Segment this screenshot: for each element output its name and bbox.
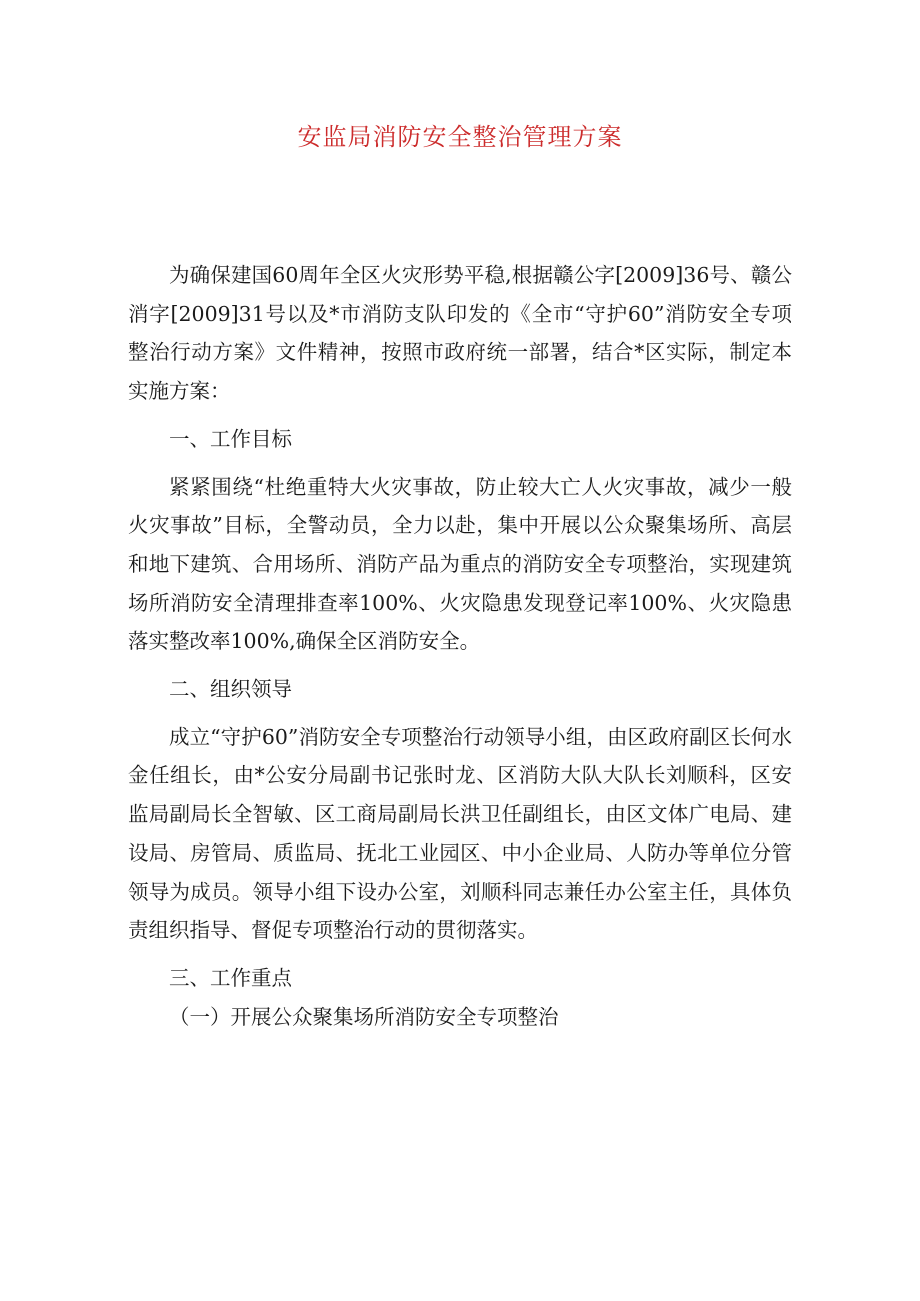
intro-paragraph: 为确保建国60周年全区火灾形势平稳,根据赣公字[2009]36号、赣公消字[2009]31号以及*市消防支队印发的《全市“守护60”消防安全专项整治行动方案》文件精神，按照市政府统一部署，结合*区实际，制定本实施方案： [128,263,792,404]
section-heading-organization: 二、组织领导 [169,677,292,702]
section-heading-goals: 一、工作目标 [169,426,292,451]
document-body [128,256,792,1036]
document-title: 安监局消防安全整治管理方案 [297,123,623,151]
organization-paragraph: 成立“守护60”消防安全专项整治行动领导小组，由区政府副区长何水金任组长，由*公安分局副书记张时龙、区消防大队大队长刘顺科，区安监局副局长全智敏、区工商局副局长洪卫任副组长，由区文体广电局、建设局、房管局、质监局、抚北工业园区、中小企业局、人防办等单位分管领导为成员。领导小组下设办公室，刘顺科同志兼任办公室主任，具体负责组织指导、督促专项整治行动的贯彻落实。 [128,724,792,943]
subsection-heading-public-venues: （一）开展公众聚集场所消防安全专项整治 [169,1004,559,1029]
goals-paragraph: 紧紧围绕“杜绝重特大火灾事故，防止较大亡人火灾事故，减少一般火灾事故”目标，全警动员，全力以赴，集中开展以公众聚集场所、高层和地下建筑、合用场所、消防产品为重点的消防安全专项整治，实现建筑场所消防安全清理排查率100%、火灾隐患发现登记率100%、火灾隐患落实整改率100%,确保全区消防安全。 [128,474,792,654]
section-heading-focus: 三、工作重点 [169,965,292,990]
